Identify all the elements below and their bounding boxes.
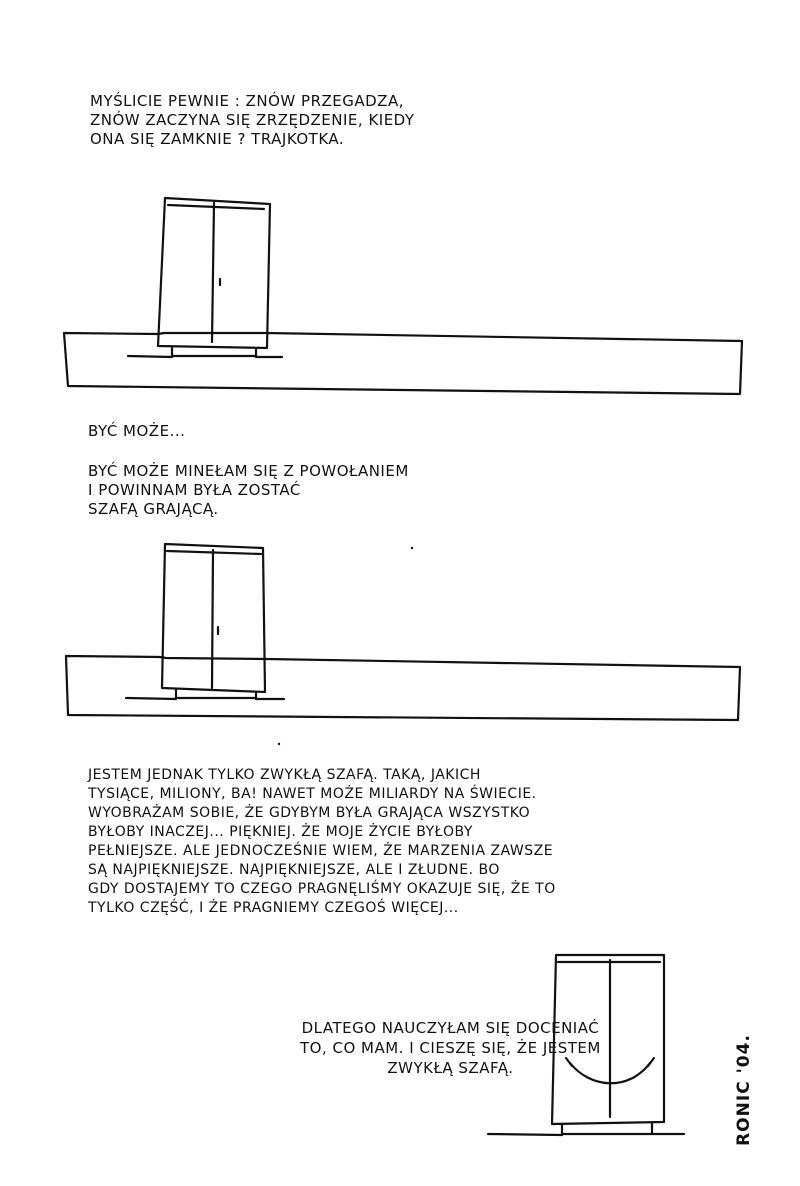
caption-line: DLATEGO NAUCZYŁAM SIĘ DOCENIAĆ — [301, 1019, 600, 1037]
caption-line: I POWINNAM BYŁA ZOSTAĆ — [88, 481, 301, 499]
wardrobe-3-base — [562, 1124, 652, 1134]
caption-line: MYŚLICIE PEWNIE : ZNÓW PRZEGADZA, — [90, 92, 404, 110]
caption-line: SZAFĄ GRAJĄCĄ. — [88, 500, 219, 518]
wardrobe-3-smile-right-tip — [648, 1058, 654, 1066]
caption-line: ZWYKŁĄ SZAFĄ. — [387, 1059, 514, 1077]
caption-panel-1 — [90, 92, 415, 149]
stray-dot-2 — [411, 547, 413, 549]
caption-line: BYĆ MOŻE... — [88, 422, 186, 440]
caption-line: ZNÓW ZACZYNA SIĘ ZRZĘDZENIE, KIEDY — [90, 111, 415, 129]
caption-line: ONA SIĘ ZAMKNIE ? TRAJKOTKA. — [90, 130, 345, 148]
caption-line: PEŁNIEJSZE. ALE JEDNOCZEŚNIE WIEM, ŻE MARZENIA ZAWSZE — [88, 843, 554, 859]
caption-panel-5 — [300, 1018, 601, 1078]
caption-line: TYSIĄCE, MILIONY, BA! NAWET MOŻE MILIARDY NA ŚWIECIE. — [88, 786, 537, 802]
caption-panel-2 — [88, 422, 185, 441]
caption-line: SĄ NAJPIĘKNIEJSZE. NAJPIĘKNIEJSZE, ALE I ZŁUDNE. BO — [88, 862, 500, 878]
stray-dot-1 — [278, 743, 280, 745]
caption-panel-3 — [88, 462, 409, 519]
caption-line: WYOBRAŻAM SOBIE, ŻE GDYBYM BYŁA GRAJĄCA WSZYSTKO — [88, 805, 531, 821]
caption-line: BYŁOBY INACZEJ... PIĘKNIEJ. ŻE MOJE ŻYCIE BYŁOBY — [88, 824, 473, 840]
floor-strip-1 — [64, 333, 742, 394]
wardrobe-1-top-edge — [168, 205, 264, 209]
caption-line: GDY DOSTAJEMY TO CZEGO PRAGNĘLIŚMY OKAZUJE SIĘ, ŻE TO — [88, 881, 556, 897]
artist-signature — [718, 1030, 778, 1180]
wardrobe-1-base — [172, 348, 256, 356]
wardrobe-2-door-split — [212, 550, 213, 688]
caption-line: TYLKO CZĘŚĆ, I ŻE PRAGNIEMY CZEGOŚ WIĘCEJ... — [88, 900, 459, 916]
caption-line: TO, CO MAM. I CIESZĘ SIĘ, ŻE JESTEM — [300, 1039, 601, 1057]
caption-line: BYĆ MOŻE MINEŁAM SIĘ Z POWOŁANIEM — [88, 462, 409, 480]
caption-panel-4 — [88, 766, 556, 918]
wardrobe-1-door-split — [212, 203, 214, 342]
caption-line: JESTEM JEDNAK TYLKO ZWYKŁĄ SZAFĄ. TAKĄ, JAKICH — [88, 767, 481, 783]
signature-text: RONIC '04. — [733, 1034, 754, 1146]
